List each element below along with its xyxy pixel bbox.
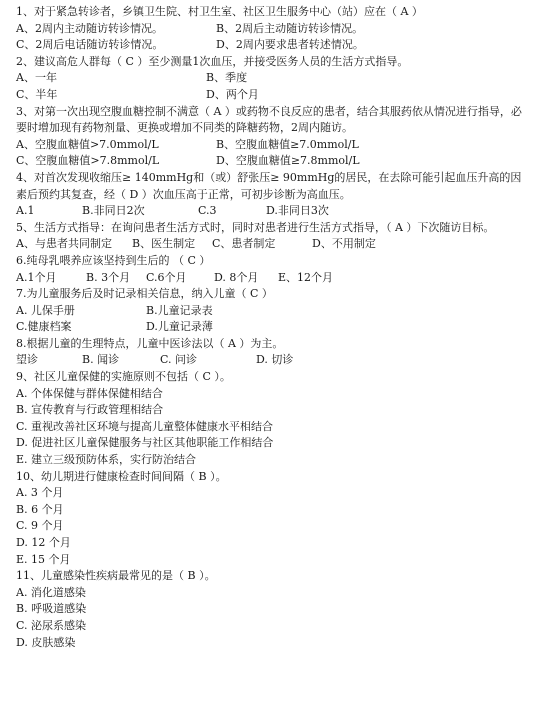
question-4-options bbox=[16, 203, 523, 220]
question-8-option-c: C. 问诊 bbox=[160, 353, 198, 367]
question-4-option-b: B.非同日2次 bbox=[82, 204, 145, 218]
question-9-option-a: A. 个体保健与群体保健相结合 bbox=[16, 386, 163, 400]
question-6-stem: 6.纯母乳喂养应该坚持到生后的 （ C ） bbox=[16, 253, 211, 267]
question-10-stem: 10、幼儿期进行健康检查时间间隔（ B ）。 bbox=[16, 469, 227, 483]
question-6-option-b: B. 3个月 bbox=[86, 270, 131, 284]
question-3-options-row-2 bbox=[16, 153, 523, 170]
question-8-option-b: B. 闻诊 bbox=[82, 353, 120, 367]
question-4-option-d: D.非同日3次 bbox=[266, 204, 329, 218]
question-5-stem: 5、生活方式指导：在询问患者生活方式时，同时对患者进行生活方式指导，（ A ）下次随访目标。 bbox=[16, 220, 495, 234]
question-1-stem: 1、对于紧急转诊者，乡镇卫生院、村卫生室、社区卫生服务中心（站）应在（ A ） bbox=[16, 5, 423, 18]
question-2-stem: 2、建议高危人群每（ C ）至少测量1次血压，并接受医务人员的生活方式指导。 bbox=[16, 54, 409, 68]
question-10-option-a: A. 3 个月 bbox=[16, 486, 64, 500]
question-9-option-c: C. 重视改善社区环境与提高儿童整体健康水平相结合 bbox=[16, 419, 274, 433]
question-6-option-a: A.1个月 bbox=[16, 270, 57, 284]
question-1-options-row-1 bbox=[16, 21, 523, 38]
question-8-stem: 8.根据儿童的生理特点，儿童中医诊法以（ A ）为主。 bbox=[16, 336, 284, 350]
question-1-option-a: A、2周内主动随访转诊情况。 bbox=[16, 21, 163, 35]
question-4-option-a: A.1 bbox=[16, 204, 35, 218]
question-4-stem: 4、对首次发现收缩压≥ 140mmHg和（或）舒张压≥ 90mmHg的居民，在去除可能引起血压升高的因素后预约其复查，经（ D ）次血压高于正常，可初步诊断为高血压。 bbox=[16, 170, 522, 201]
question-7-option-d: D.儿童记录薄 bbox=[146, 320, 213, 334]
question-3-option-d: D、空腹血糖值≥7.8mmol/L bbox=[216, 154, 360, 168]
question-11-option-b: B. 呼吸道感染 bbox=[16, 602, 87, 616]
question-9-option-b: B. 宣传教育与行政管理相结合 bbox=[16, 403, 164, 417]
question-5-option-a: A、与患者共同制定 bbox=[16, 237, 112, 251]
question-2-option-d: D、两个月 bbox=[206, 87, 259, 101]
question-7-options-row-2 bbox=[16, 319, 523, 336]
question-3-option-a: A、空腹血糖值>7.0mmol/L bbox=[16, 137, 159, 151]
question-6-option-d: D. 8个月 bbox=[214, 270, 259, 284]
question-11-option-c: C. 泌尿系感染 bbox=[16, 618, 87, 632]
question-8-options bbox=[16, 352, 523, 369]
question-9-stem: 9、社区儿童保健的实施原则不包括（ C ）。 bbox=[16, 370, 231, 384]
question-3-option-c: C、空腹血糖值>7.8mmol/L bbox=[16, 154, 160, 168]
question-2-option-b: B、季度 bbox=[206, 71, 248, 85]
question-5-option-b: B、医生制定 bbox=[132, 237, 196, 251]
question-5-option-c: C、患者制定 bbox=[212, 237, 276, 251]
question-2-options-row-2 bbox=[16, 87, 523, 104]
question-7-options-row-1 bbox=[16, 303, 523, 320]
question-9-option-d: D. 促进社区儿童保健服务与社区其他职能工作相结合 bbox=[16, 436, 274, 450]
question-10-option-b: B. 6 个月 bbox=[16, 502, 64, 516]
question-3-option-b: B、空腹血糖值≥7.0mmol/L bbox=[216, 137, 359, 151]
question-11-stem: 11、儿童感染性疾病最常见的是（ B ）。 bbox=[16, 569, 216, 583]
question-1-option-d: D、2周内要求患者转述情况。 bbox=[216, 38, 364, 52]
question-11-option-d: D. 皮肤感染 bbox=[16, 635, 76, 649]
question-6-options bbox=[16, 270, 523, 287]
question-6-option-c: C.6个月 bbox=[146, 270, 187, 284]
question-11-option-a: A. 消化道感染 bbox=[16, 585, 86, 599]
question-8-option-a: 望诊 bbox=[16, 353, 38, 367]
question-10-option-d: D. 12 个月 bbox=[16, 536, 71, 549]
question-9-option-e: E. 建立三级预防体系，实行防治结合 bbox=[16, 453, 197, 467]
question-2-option-a: A、一年 bbox=[16, 71, 57, 85]
question-7-option-c: C.健康档案 bbox=[16, 320, 72, 334]
question-2-option-c: C、半年 bbox=[16, 87, 58, 101]
question-8-option-d: D. 切诊 bbox=[256, 353, 294, 367]
question-2-options-row-1 bbox=[16, 70, 523, 87]
question-7-stem: 7.为儿童服务后及时记录相关信息，纳入儿童（ C ） bbox=[16, 287, 273, 301]
question-10-option-e: E. 15 个月 bbox=[16, 552, 71, 566]
question-4-option-c: C.3 bbox=[198, 204, 217, 218]
question-6-option-e: E、12个月 bbox=[278, 270, 334, 284]
question-1-options-row-2 bbox=[16, 37, 523, 54]
question-7-option-b: B.儿童记录表 bbox=[146, 303, 213, 317]
question-1-option-b: B、2周后主动随访转诊情况。 bbox=[216, 21, 364, 35]
question-7-option-a: A. 儿保手册 bbox=[16, 303, 75, 317]
question-1-option-c: C、2周后电话随访转诊情况。 bbox=[16, 38, 164, 52]
question-10-option-c: C. 9 个月 bbox=[16, 519, 64, 533]
question-3-options-row-1 bbox=[16, 137, 523, 154]
question-3-stem: 3、对第一次出现空腹血糖控制不满意（ A ）或药物不良反应的患者，结合其服药依从情况进行指导，必要时增加现有药物剂量、更换或增加不同类的降糖药物，2周内随访。 bbox=[16, 104, 522, 135]
question-5-options bbox=[16, 236, 523, 253]
question-5-option-d: D、不用制定 bbox=[312, 237, 376, 251]
